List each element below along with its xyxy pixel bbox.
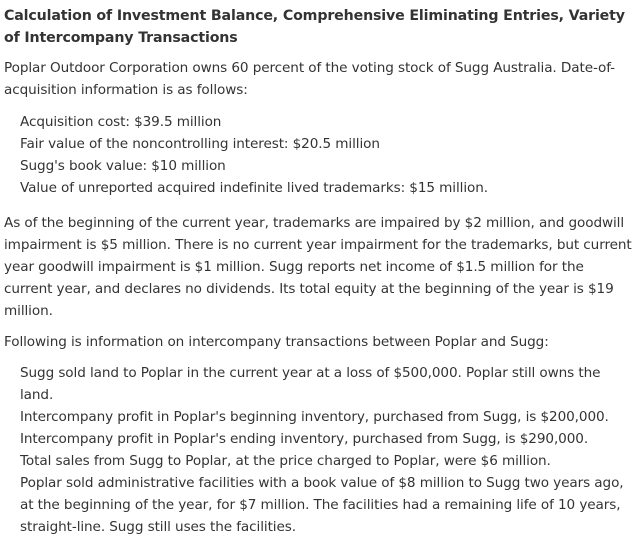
acquisition-info-item: Acquisition cost: $39.5 million <box>20 114 222 130</box>
intro-paragraph: Poplar Outdoor Corporation owns 60 percent of the voting stock of Sugg Australia. Date-of-acquisition information is as follows: <box>4 60 615 98</box>
intercompany-item: Total sales from Sugg to Poplar, at the price charged to Poplar, were $6 million. <box>20 453 551 469</box>
intercompany-item: Intercompany profit in Poplar's ending inventory, purchased from Sugg, is $290,000. <box>20 431 589 447</box>
acquisition-info-list <box>4 111 632 199</box>
intercompany-item: Poplar sold administrative facilities with a book value of $8 million to Sugg two years ago, at the beginning of the year, for $7 million. The facilities had a remaining life of 10 years, straight-line. Sugg still uses the facilities. <box>20 475 624 535</box>
acquisition-info-item: Value of unreported acquired indefinite lived trademarks: $15 million. <box>20 180 488 196</box>
intercompany-item: Intercompany profit in Poplar's beginning inventory, purchased from Sugg, is $200,000. <box>20 409 609 425</box>
acquisition-info-item: Sugg's book value: $10 million <box>20 158 226 174</box>
problem-title: Calculation of Investment Balance, Comprehensive Eliminating Entries, Variety of Intercompany Transactions <box>4 8 625 46</box>
acquisition-info-item: Fair value of the noncontrolling interest: $20.5 million <box>20 136 380 152</box>
current-year-paragraph: As of the beginning of the current year, trademarks are impaired by $2 million, and goodwill impairment is $5 million. There is no current year impairment for the trademarks, but current year goodwill impairment is $1 million. Sugg reports net income of $1.5 million for the current year, and declares no dividends. Its total equity at the beginning of the year is $19 million. <box>4 215 632 319</box>
intercompany-intro: Following is information on intercompany transactions between Poplar and Sugg: <box>4 334 549 350</box>
intercompany-list <box>4 362 632 538</box>
intercompany-item: Sugg sold land to Poplar in the current year at a loss of $500,000. Poplar still owns the land. <box>20 365 601 403</box>
